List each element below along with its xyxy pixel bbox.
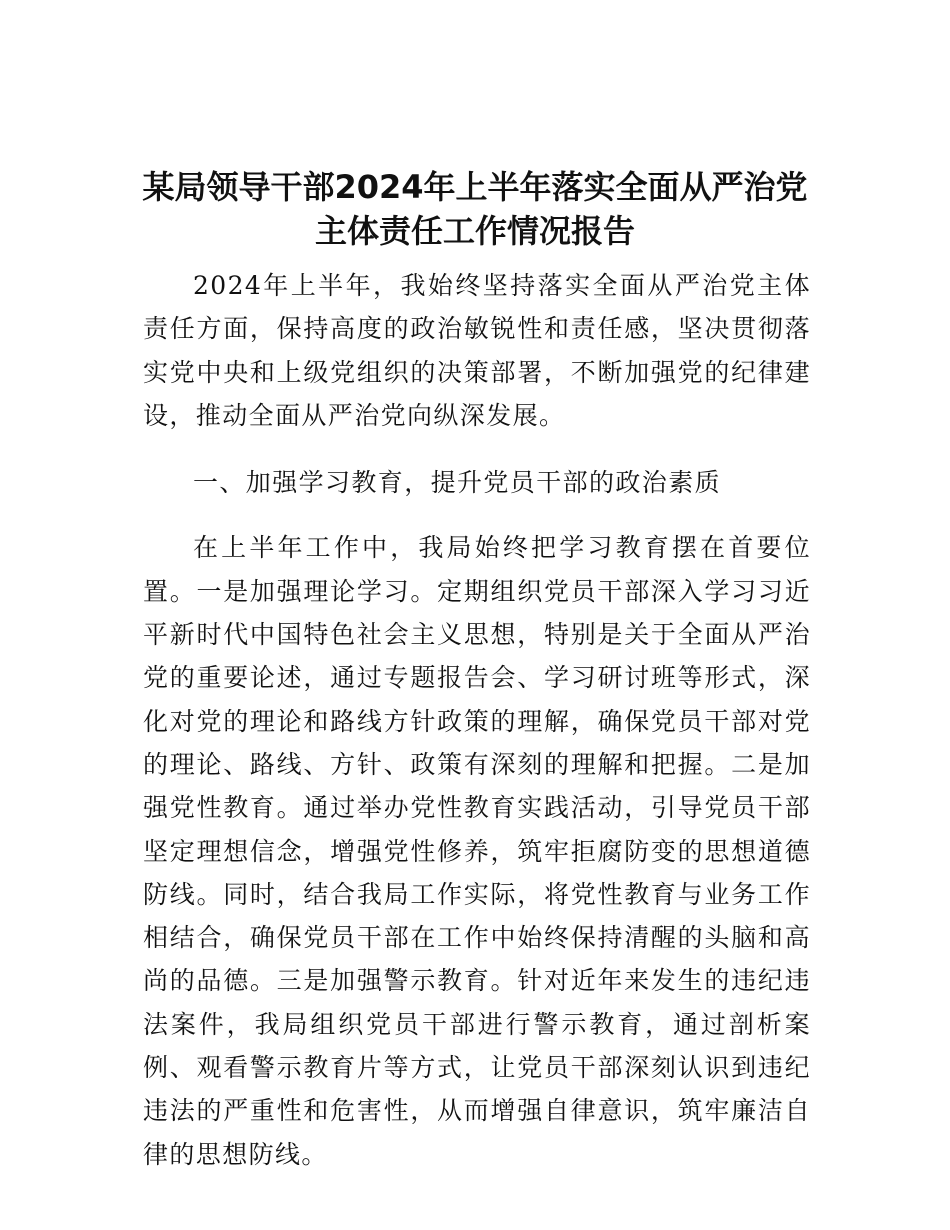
paragraph-gap — [143, 437, 811, 461]
intro-paragraph: 2024年上半年，我始终坚持落实全面从严治党主体责任方面，保持高度的政治敏锐性和责任感，坚决贯彻落实党中央和上级党组织的决策部署，不断加强党的纪律建设，推动全面从严治党向纵深发展。 — [143, 271, 811, 430]
document-body — [143, 264, 811, 1176]
section-heading: 一、加强学习教育，提升党员干部的政治素质 — [193, 468, 722, 498]
document-title-line-2: 主体责任工作情况报告 — [314, 212, 635, 250]
paragraph-gap — [143, 504, 811, 526]
document-title-line-1: 某局领导干部2024年上半年落实全面从严治党 — [142, 168, 808, 206]
body-paragraph: 在上半年工作中，我局始终把学习教育摆在首要位置。一是加强理论学习。定期组织党员干部深入学习习近平新时代中国特色社会主义思想，特别是关于全面从严治党的重要论述，通过专题报告会、学习研讨班等形式，深化对党的理论和路线方针政策的理解，确保党员干部对党的理论、路线、方针、政策有深刻的理解和把握。二是加强党性教育。通过举办党性教育实践活动，引导党员干部坚定理想信念，增强党性修养，筑牢拒腐防变的思想道德防线。同时，结合我局工作实际，将党性教育与业务工作相结合，确保党员干部在工作中始终保持清醒的头脑和高尚的品德。三是加强警示教育。针对近年来发生的违纪违法案件，我局组织党员干部进行警示教育，通过剖析案例、观看警示教育片等方式，让党员干部深刻认识到违纪违法的严重性和危害性，从而增强自律意识，筑牢廉洁自律的思想防线。 — [143, 533, 811, 1169]
